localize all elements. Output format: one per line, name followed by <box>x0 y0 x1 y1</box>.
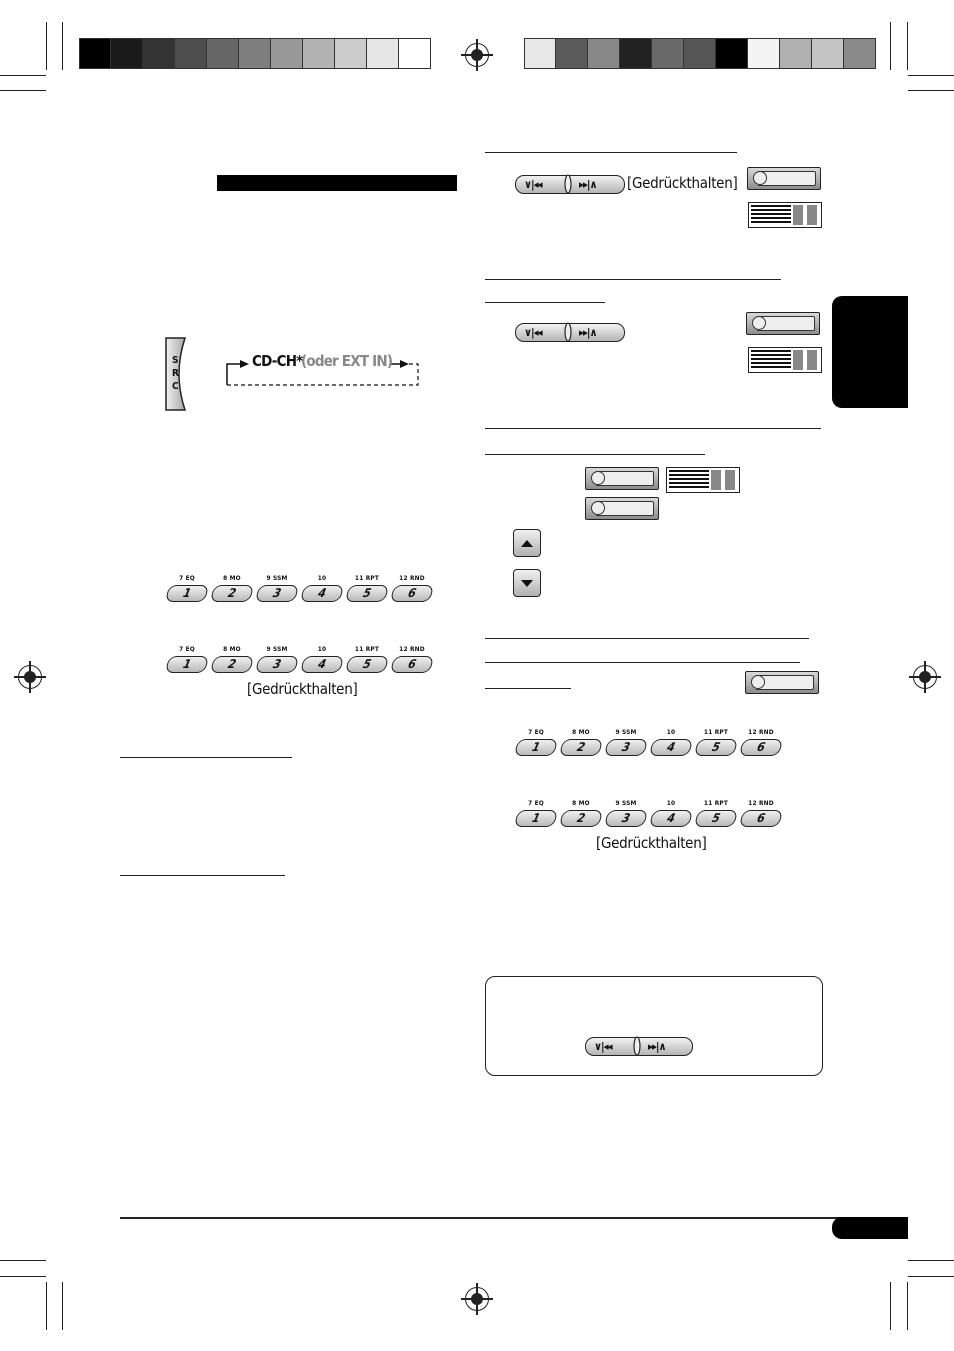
display-button-icon <box>746 312 820 335</box>
color-swatch <box>79 38 111 69</box>
color-swatch <box>716 38 748 69</box>
preset-secondary-label: 8 MO <box>572 728 590 736</box>
page-number-tab <box>832 1217 908 1239</box>
preset-button-5[interactable]: 5 <box>345 585 389 602</box>
seek-back-icon: ∨|◂◂ <box>524 326 542 339</box>
heading-underline <box>120 875 285 876</box>
register-mark-icon <box>465 43 489 67</box>
crop-mark <box>908 75 954 76</box>
preset-button-2[interactable]: 2 <box>210 656 254 673</box>
footer-rule <box>120 1217 908 1219</box>
preset-button-4[interactable]: 4 <box>300 585 344 602</box>
register-mark-icon <box>465 1287 489 1311</box>
preset-secondary-label: 10 <box>317 645 327 653</box>
preset-button-1[interactable]: 1 <box>165 585 209 602</box>
preset-secondary-label: 10 <box>666 799 676 807</box>
down-arrow-button[interactable] <box>513 569 541 597</box>
color-swatch <box>143 38 175 69</box>
preset-button-4[interactable]: 4 <box>649 739 693 756</box>
preset-secondary-label: 12 RND <box>399 645 425 653</box>
preset-secondary-label: 9 SSM <box>266 574 288 582</box>
preset-secondary-label: 8 MO <box>572 799 590 807</box>
preset-button-6[interactable]: 6 <box>390 585 434 602</box>
preset-button-6[interactable]: 6 <box>739 739 783 756</box>
lcd-indicator-icon <box>666 467 740 493</box>
preset-button-3[interactable]: 3 <box>604 739 648 756</box>
lcd-indicator-icon <box>748 347 822 373</box>
preset-secondary-label: 12 RND <box>748 728 774 736</box>
color-swatch <box>652 38 684 69</box>
preset-button-1[interactable]: 1 <box>165 656 209 673</box>
color-swatch <box>367 38 399 69</box>
color-swatch <box>620 38 652 69</box>
crop-mark <box>908 1276 954 1277</box>
preset-secondary-label: 7 EQ <box>528 728 544 736</box>
color-swatch <box>303 38 335 69</box>
preset-button-5[interactable]: 5 <box>345 656 389 673</box>
crop-mark <box>890 22 891 70</box>
crop-mark <box>46 1282 47 1330</box>
seek-forward-icon: ▸▸|∧ <box>579 326 597 339</box>
color-swatch <box>524 38 556 69</box>
preset-button-4[interactable]: 4 <box>300 656 344 673</box>
seek-back-icon: ∨|◂◂ <box>524 178 542 191</box>
src-label-s: S <box>172 355 179 366</box>
src-label-c: C <box>172 381 179 392</box>
preset-button-1[interactable]: 1 <box>514 810 558 827</box>
heading-underline <box>485 279 781 280</box>
heading-underline <box>485 428 821 429</box>
preset-secondary-label: 7 EQ <box>528 799 544 807</box>
preset-button-5[interactable]: 5 <box>694 810 738 827</box>
preset-button-3[interactable]: 3 <box>604 810 648 827</box>
heading-underline <box>485 688 571 689</box>
preset-button-5[interactable]: 5 <box>694 739 738 756</box>
preset-secondary-label: 10 <box>317 574 327 582</box>
crop-mark <box>0 1276 46 1277</box>
color-swatch <box>556 38 588 69</box>
lcd-indicator-icon <box>748 202 822 228</box>
color-swatch <box>335 38 367 69</box>
color-swatch <box>399 38 431 69</box>
preset-button-2[interactable]: 2 <box>559 739 603 756</box>
hold-caption: [Gedrückthalten] <box>247 680 358 698</box>
color-swatch <box>748 38 780 69</box>
source-cd-changer: CD-CH* <box>252 352 303 370</box>
seek-forward-icon: ▸▸|∧ <box>579 178 597 191</box>
crop-mark <box>0 75 46 76</box>
color-swatch <box>812 38 844 69</box>
preset-secondary-label: 12 RND <box>748 799 774 807</box>
preset-secondary-label: 8 MO <box>223 574 241 582</box>
register-mark-icon <box>913 665 937 689</box>
color-swatch <box>207 38 239 69</box>
seek-back-icon: ∨|◂◂ <box>594 1040 612 1053</box>
crop-mark <box>907 22 908 70</box>
heading-underline <box>485 638 809 639</box>
section-header-bar <box>217 175 457 191</box>
preset-secondary-label: 7 EQ <box>179 645 195 653</box>
preset-secondary-label: 9 SSM <box>615 728 637 736</box>
register-mark-icon <box>18 665 42 689</box>
hold-caption: [Gedrückthalten] <box>627 174 738 192</box>
preset-secondary-label: 11 RPT <box>703 799 729 807</box>
heading-underline <box>485 152 737 153</box>
heading-underline <box>120 757 292 758</box>
color-swatch <box>684 38 716 69</box>
preset-secondary-label: 12 RND <box>399 574 425 582</box>
preset-secondary-label: 10 <box>666 728 676 736</box>
hold-caption: [Gedrückthalten] <box>596 834 707 852</box>
seek-divider-icon <box>563 173 573 195</box>
crop-mark <box>890 1282 891 1330</box>
preset-button-3[interactable]: 3 <box>255 585 299 602</box>
src-button[interactable] <box>163 336 195 412</box>
down-arrow-icon <box>514 570 540 596</box>
color-swatch <box>111 38 143 69</box>
color-swatch <box>844 38 876 69</box>
crop-mark <box>0 90 46 91</box>
crop-mark <box>0 1260 46 1261</box>
preset-secondary-label: 11 RPT <box>354 574 380 582</box>
preset-button-4[interactable]: 4 <box>649 810 693 827</box>
preset-secondary-label: 8 MO <box>223 645 241 653</box>
preset-button-1[interactable]: 1 <box>514 739 558 756</box>
color-swatch <box>588 38 620 69</box>
crop-mark <box>62 1282 63 1330</box>
preset-button-6[interactable]: 6 <box>390 656 434 673</box>
source-ext-in: (oder EXT IN) <box>301 352 393 370</box>
color-swatch <box>239 38 271 69</box>
seek-forward-icon: ▸▸|∧ <box>648 1040 666 1053</box>
seek-divider-icon <box>563 321 573 343</box>
display-button-icon <box>745 671 819 694</box>
color-swatch <box>271 38 303 69</box>
preset-button-6[interactable]: 6 <box>739 810 783 827</box>
preset-button-3[interactable]: 3 <box>255 656 299 673</box>
crop-mark <box>908 90 954 91</box>
heading-underline <box>485 454 705 455</box>
language-side-tab <box>832 296 908 408</box>
up-arrow-button[interactable] <box>513 529 541 557</box>
preset-secondary-label: 11 RPT <box>354 645 380 653</box>
color-swatch <box>175 38 207 69</box>
crop-mark <box>908 1260 954 1261</box>
preset-secondary-label: 9 SSM <box>615 799 637 807</box>
preset-secondary-label: 7 EQ <box>179 574 195 582</box>
note-box <box>485 976 823 1076</box>
heading-underline <box>485 662 800 663</box>
up-arrow-icon <box>514 530 540 556</box>
crop-mark <box>46 22 47 70</box>
crop-mark <box>62 22 63 70</box>
preset-secondary-label: 9 SSM <box>266 645 288 653</box>
preset-button-2[interactable]: 2 <box>210 585 254 602</box>
preset-button-2[interactable]: 2 <box>559 810 603 827</box>
heading-underline <box>485 302 605 303</box>
seek-divider-icon <box>632 1035 642 1057</box>
display-button-icon <box>585 467 659 490</box>
preset-secondary-label: 11 RPT <box>703 728 729 736</box>
crop-mark <box>907 1282 908 1330</box>
src-label-r: R <box>172 368 179 379</box>
color-swatch <box>780 38 812 69</box>
display-button-icon <box>747 167 821 190</box>
display-button-icon <box>585 497 659 520</box>
